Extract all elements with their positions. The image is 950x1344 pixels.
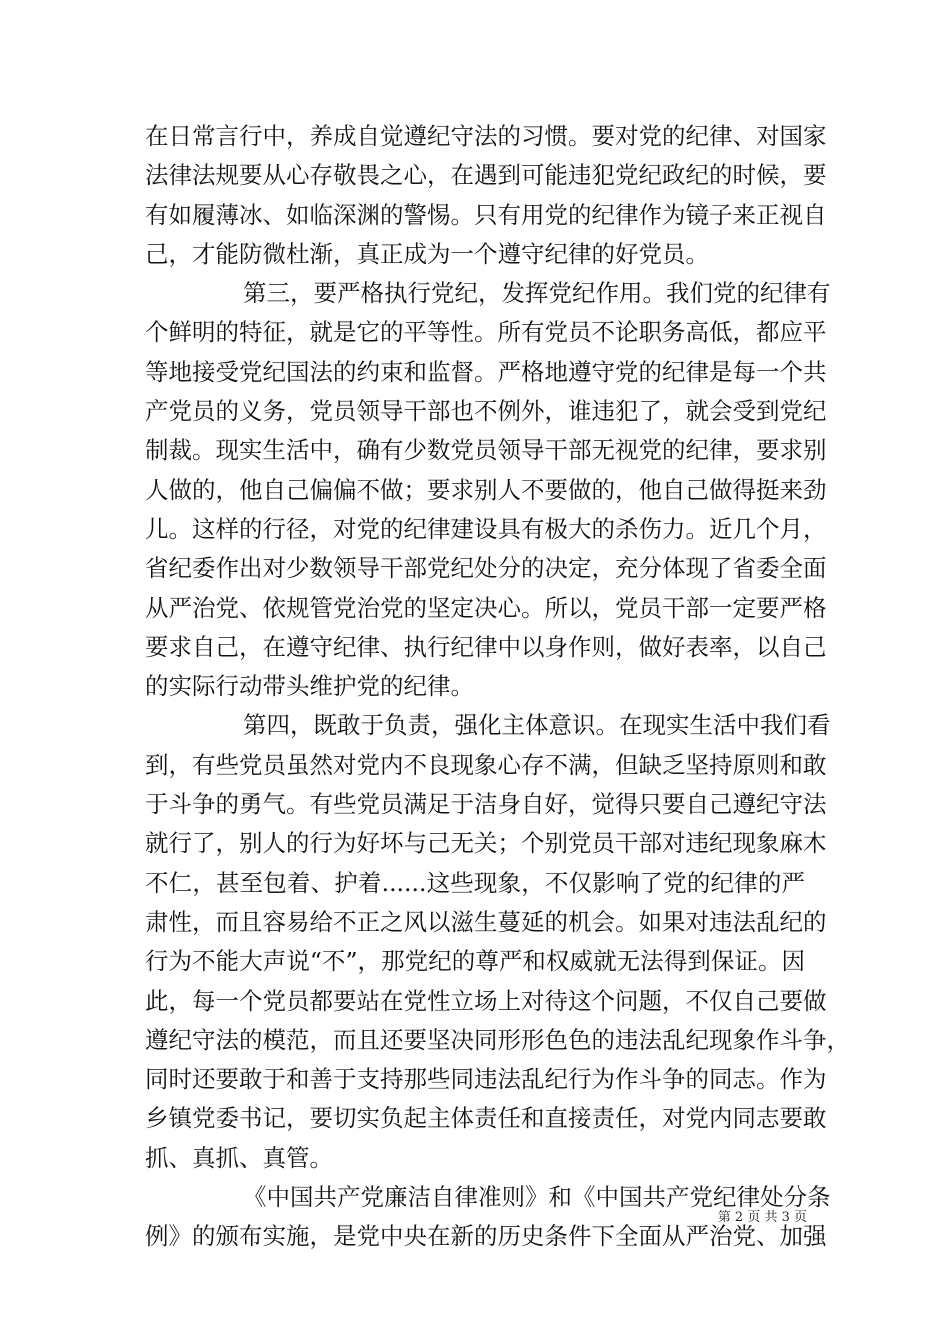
text-line: 制裁。现实生活中，确有少数党员领导干部无视党的纪律，要求别	[145, 436, 827, 465]
text-line: 就行了，别人的行为好坏与己无关；个别党员干部对违纪现象麻木	[145, 829, 827, 858]
text-line: 从严治党、依规管党治党的坚定决心。所以，党员干部一定要严格	[145, 593, 827, 622]
text-line: 抓、真抓、真管。	[145, 1143, 333, 1172]
text-line: 第三，要严格执行党纪，发挥党纪作用。我们党的纪律有	[243, 279, 831, 308]
text-line: 肃性，而且容易给不正之风以滋生蔓延的机会。如果对违法乱纪的	[145, 907, 827, 936]
text-line: 产党员的义务，党员领导干部也不例外，谁违犯了，就会受到党纪	[145, 397, 827, 426]
text-line: 同时还要敢于和善于支持那些同违法乱纪行为作斗争的同志。作为	[145, 1065, 827, 1094]
text-line: 的实际行动带头维护党的纪律。	[145, 672, 474, 701]
text-line: 等地接受党纪国法的约束和监督。严格地遵守党的纪律是每一个共	[145, 357, 827, 386]
text-line: 行为不能大声说“不”，那党纪的尊严和权威就无法得到保证。因	[145, 947, 805, 976]
text-line: 例》的颁布实施，是党中央在新的历史条件下全面从严治党、加强	[145, 1222, 827, 1251]
text-line: 此，每一个党员都要站在党性立场上对待这个问题，不仅自己要做	[145, 986, 827, 1015]
text-line: 在日常言行中，养成自觉遵纪守法的习惯。要对党的纪律、对国家	[145, 122, 827, 150]
text-line: 个鲜明的特征，就是它的平等性。所有党员不论职务高低，都应平	[145, 318, 827, 347]
text-line: 乡镇党委书记，要切实负起主体责任和直接责任，对党内同志要敢	[145, 1104, 827, 1133]
text-line: 有如履薄冰、如临深渊的警惕。只有用党的纪律作为镜子来正视自	[145, 200, 827, 229]
text-line: 要求自己，在遵守纪律、执行纪律中以身作则，做好表率，以自己	[145, 632, 827, 661]
text-line: 到，有些党员虽然对党内不良现象心存不满，但缺乏坚持原则和敢	[145, 750, 827, 779]
text-line: 省纪委作出对少数领导干部党纪处分的决定，充分体现了省委全面	[145, 554, 827, 583]
text-line: 儿。这样的行径，对党的纪律建设具有极大的杀伤力。近几个月，	[145, 514, 827, 543]
text-line: 法律法规要从心存敬畏之心，在遇到可能违犯党纪政纪的时候，要	[145, 161, 827, 190]
page-number-footer: 第 2 页 共 3 页	[717, 1210, 807, 1225]
text-line: 于斗争的勇气。有些党员满足于洁身自好，觉得只要自己遵纪守法	[145, 790, 827, 819]
text-line: 人做的，他自己偏偏不做；要求别人不要做的，他自己做得挺来劲	[145, 475, 827, 504]
text-line: 第四，既敢于负责，强化主体意识。在现实生活中我们看	[243, 711, 831, 740]
text-line: 《中国共产党廉洁自律准则》和《中国共产党纪律处分条	[243, 1183, 831, 1212]
text-line: 遵纪守法的模范，而且还要坚决同形形色色的违法乱纪现象作斗争，	[145, 1025, 850, 1054]
text-line: 不仁，甚至包着、护着......这些现象，不仅影响了党的纪律的严	[145, 868, 805, 897]
body-text	[145, 117, 850, 1257]
text-line: 己，才能防微杜渐，真正成为一个遵守纪律的好党员。	[145, 239, 709, 268]
